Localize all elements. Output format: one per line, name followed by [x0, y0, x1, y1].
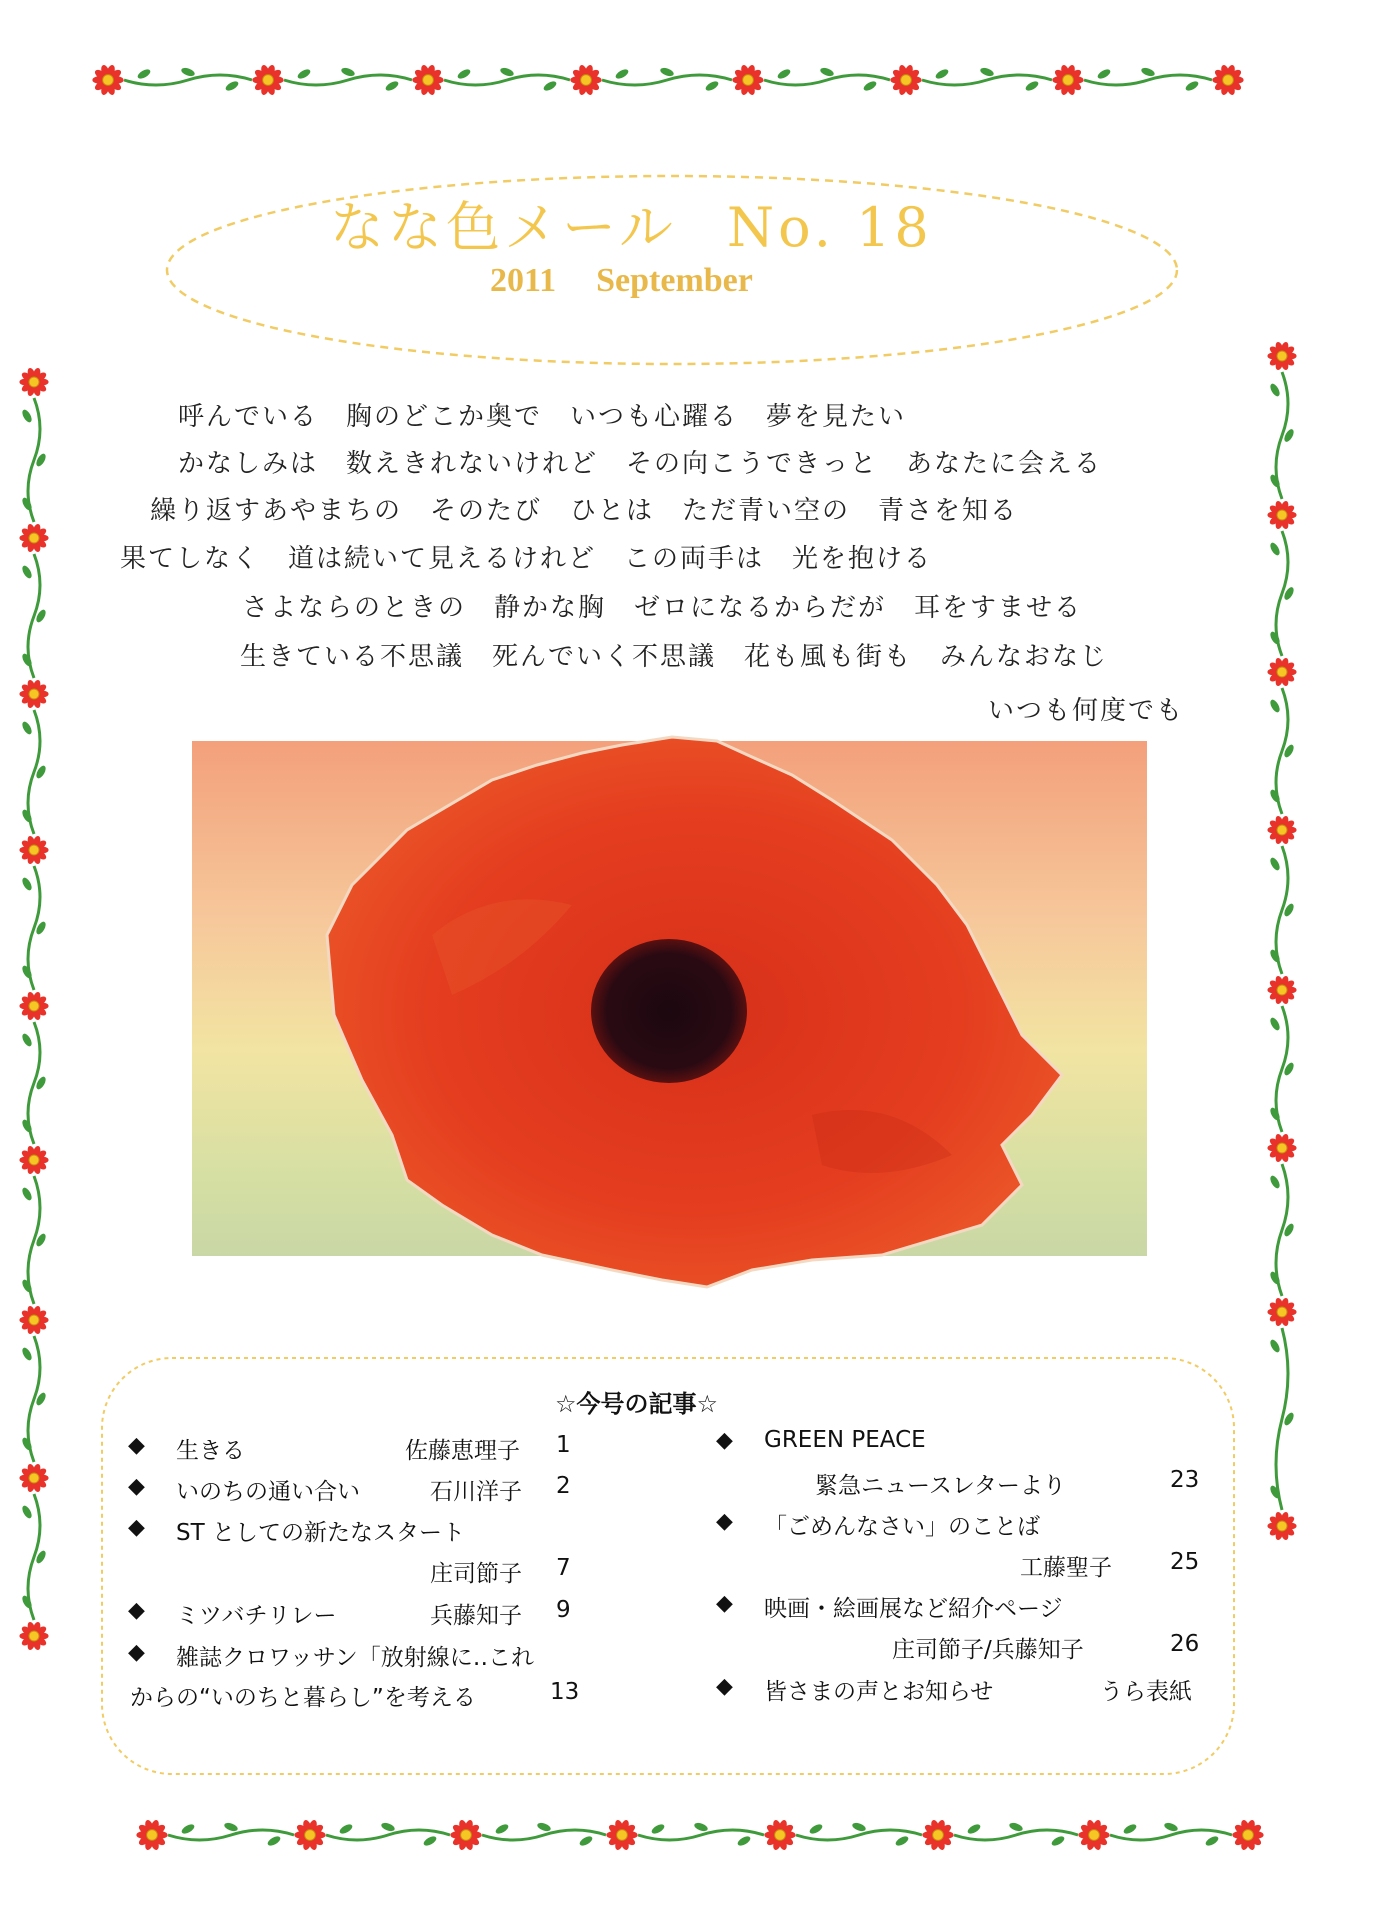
flower-icon [1212, 64, 1243, 96]
leaf-icon [704, 79, 720, 92]
bullet: ◆ [716, 1674, 733, 1699]
leaf-icon [1268, 1174, 1281, 1190]
newsletter-title [330, 185, 933, 262]
leaf-icon [20, 408, 33, 424]
leaf-icon [456, 67, 472, 80]
bullet: ◆ [128, 1474, 145, 1499]
flower-icon [412, 64, 443, 96]
leaf-icon [819, 66, 835, 77]
toc-heading: ☆今号の記事☆ [555, 1390, 719, 1418]
flower-icon [1078, 1819, 1109, 1851]
leaf-icon [693, 1821, 709, 1832]
leaf-icon [1008, 1821, 1024, 1832]
flower-icon [19, 367, 48, 397]
bullet: ◆ [716, 1591, 733, 1616]
leaf-icon [340, 66, 356, 77]
issue-month: September [596, 262, 753, 299]
leaf-icon [578, 1834, 594, 1847]
leaf-icon [1122, 1822, 1138, 1835]
leaf-icon [650, 1822, 666, 1835]
poem-line-7: いつも何度でも [988, 696, 1185, 726]
toc-item-8-page: 26 [1170, 1631, 1200, 1657]
toc-item-6-subtitle: 緊急ニュースレターより [815, 1473, 1066, 1499]
leaf-icon [180, 1822, 196, 1835]
toc-item-4-author: 兵藤知子 [430, 1603, 522, 1629]
flower-icon [732, 64, 763, 96]
leaf-icon [20, 1504, 33, 1520]
leaf-icon [536, 1821, 552, 1832]
bullet: ◆ [716, 1428, 733, 1453]
leaf-icon [659, 66, 675, 77]
toc-item-1-title: 生きる [176, 1438, 245, 1464]
leaf-icon [1184, 79, 1200, 92]
leaf-icon [1024, 79, 1040, 92]
toc-item-5-page: 13 [550, 1679, 580, 1705]
poem-line-4: 果てしなく 道は続いて見えるけれど この両手は 光を抱ける [120, 544, 933, 574]
leaf-icon [136, 67, 152, 80]
leaf-icon [736, 1834, 752, 1847]
toc-item-3-author: 庄司節子 [430, 1561, 522, 1587]
leaf-icon [1268, 1016, 1281, 1032]
poppy-center [591, 939, 747, 1083]
toc-item-2-author: 石川洋子 [430, 1479, 522, 1505]
bullet: ◆ [128, 1598, 145, 1623]
flower-icon [1052, 64, 1083, 96]
flower-icon [92, 64, 123, 96]
title-name: なな色メール [330, 196, 677, 259]
toc-item-8-author: 庄司節子/兵藤知子 [892, 1637, 1084, 1663]
flower-icon [1267, 500, 1296, 530]
toc-item-6-page: 23 [1170, 1467, 1200, 1493]
leaf-icon [1268, 1338, 1281, 1354]
toc-item-7-title: 「ごめんなさい」のことば [764, 1514, 1040, 1540]
issue-number: No. 18 [726, 196, 933, 259]
flower-icon [1267, 1133, 1296, 1163]
leaf-icon [851, 1821, 867, 1832]
leaf-icon [1204, 1834, 1220, 1847]
leaf-icon [1268, 382, 1281, 398]
leaf-icon [223, 1821, 239, 1832]
leaf-icon [894, 1834, 910, 1847]
flower-icon [890, 64, 921, 96]
flower-icon [450, 1819, 481, 1851]
leaf-icon [384, 79, 400, 92]
leaf-icon [808, 1822, 824, 1835]
issue-date [490, 262, 753, 300]
leaf-icon [499, 66, 515, 77]
flower-icon [1267, 1297, 1296, 1327]
poem-line-5: さよならのときの 静かな胸 ゼロになるからだが 耳をすませる [242, 593, 1083, 623]
leaf-icon [979, 66, 995, 77]
leaf-icon [966, 1822, 982, 1835]
flower-icon [252, 64, 283, 96]
poem-line-3: 繰り返すあやまちの そのたび ひとは ただ青い空の 青さを知る [150, 496, 1019, 526]
leaf-icon [542, 79, 558, 92]
toc-item-8-title: 映画・絵画展など紹介ページ [764, 1596, 1063, 1622]
leaf-icon [20, 1186, 33, 1202]
leaf-icon [20, 1346, 33, 1362]
flower-icon [606, 1819, 637, 1851]
flower-icon [19, 1463, 48, 1493]
flower-icon [136, 1819, 167, 1851]
flower-icon [19, 1305, 48, 1335]
bullet: ◆ [716, 1509, 733, 1534]
leaf-icon [20, 720, 33, 736]
leaf-icon [338, 1822, 354, 1835]
bullet: ◆ [128, 1433, 145, 1458]
leaf-icon [266, 1834, 282, 1847]
leaf-icon [224, 79, 240, 92]
flower-icon [1267, 815, 1296, 845]
leaf-icon [1268, 541, 1281, 557]
flower-icon [1267, 975, 1296, 1005]
toc-item-5-title-line1: 雑誌クロワッサン「放射線に‥これ [176, 1645, 535, 1671]
leaf-icon [1140, 66, 1156, 77]
leaf-icon [934, 67, 950, 80]
leaf-icon [380, 1821, 396, 1832]
leaf-icon [180, 66, 196, 77]
leaf-icon [1163, 1821, 1179, 1832]
toc-item-7-author: 工藤聖子 [1020, 1555, 1112, 1581]
toc-item-7-page: 25 [1170, 1549, 1200, 1575]
leaf-icon [1268, 698, 1281, 714]
poem-line-1: 呼んでいる 胸のどこか奥で いつも心躍る 夢を見たい [178, 402, 907, 432]
flower-icon [570, 64, 601, 96]
leaf-icon [494, 1822, 510, 1835]
poppy-painting [192, 735, 1147, 1295]
flower-icon [19, 1621, 48, 1651]
flower-icon [19, 1145, 48, 1175]
flower-icon [1267, 657, 1296, 687]
leaf-icon [776, 67, 792, 80]
toc-item-3-page: 7 [556, 1555, 571, 1581]
toc-item-6-title: GREEN PEACE [764, 1427, 926, 1453]
bullet: ◆ [128, 1640, 145, 1665]
leaf-icon [20, 1032, 33, 1048]
leaf-icon [1268, 856, 1281, 872]
flower-icon [1267, 341, 1296, 371]
toc-item-2-title: いのちの通い合い [176, 1479, 360, 1505]
leaf-icon [422, 1834, 438, 1847]
toc-item-1-page: 1 [556, 1432, 571, 1458]
flower-icon [922, 1819, 953, 1851]
poem-line-6: 生きている不思議 死んでいく不思議 花も風も街も みんなおなじ [240, 642, 1109, 672]
poem-line-2: かなしみは 数えきれないけれど その向こうできっと あなたに会える [178, 449, 1103, 479]
flower-icon [1232, 1819, 1263, 1851]
flower-icon [19, 523, 48, 553]
toc-item-4-title: ミツバチリレー [176, 1603, 337, 1629]
toc-item-5-title-line2: からの“いのちと暮らし”を考える [130, 1685, 476, 1711]
toc-item-9-page: うら表紙 [1100, 1679, 1192, 1705]
leaf-icon [1050, 1834, 1066, 1847]
toc-item-2-page: 2 [556, 1473, 571, 1499]
toc-item-4-page: 9 [556, 1597, 571, 1623]
leaf-icon [1096, 67, 1112, 80]
flower-icon [1267, 1511, 1296, 1541]
leaf-icon [296, 67, 312, 80]
leaf-icon [20, 564, 33, 580]
flower-icon [294, 1819, 325, 1851]
toc-item-1-author: 佐藤恵理子 [405, 1438, 520, 1464]
leaf-icon [20, 876, 33, 892]
flower-icon [19, 835, 48, 865]
toc-item-9-title: 皆さまの声とお知らせ [764, 1679, 994, 1705]
toc-item-3-title: ST としての新たなスタート [176, 1520, 465, 1546]
leaf-icon [862, 79, 878, 92]
flower-icon [764, 1819, 795, 1851]
bullet: ◆ [128, 1515, 145, 1540]
flower-icon [19, 991, 48, 1021]
leaf-icon [614, 67, 630, 80]
flower-icon [19, 679, 48, 709]
issue-year: 2011 [490, 262, 557, 299]
